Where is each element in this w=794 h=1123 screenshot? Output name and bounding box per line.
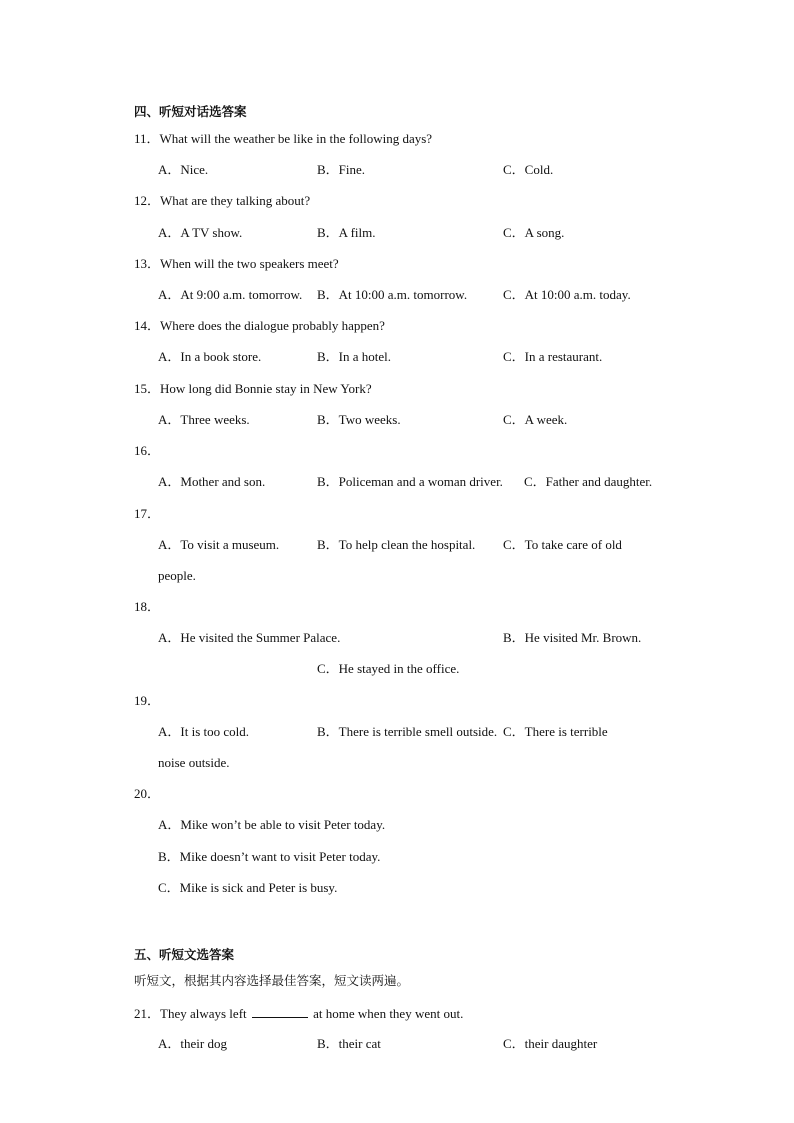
q13-option-a: A．At 9:00 a.m. tomorrow. bbox=[158, 287, 303, 302]
q17-option-c-continued: people. bbox=[158, 568, 196, 583]
question-17: 17． bbox=[134, 506, 161, 521]
question-16: 16． bbox=[134, 443, 161, 458]
q18-option-a: A．He visited the Summer Palace. bbox=[158, 630, 341, 645]
q11-option-c: C．Cold. bbox=[503, 162, 554, 177]
question-21 bbox=[134, 1005, 463, 1022]
q21-text-before: 21．They always left bbox=[134, 1006, 247, 1021]
q19-option-a: A．It is too cold. bbox=[158, 724, 249, 739]
q21-option-a: A．their dog bbox=[158, 1036, 227, 1051]
question-12: 12．What are they talking about? bbox=[134, 193, 311, 208]
q14-option-a: A．In a book store. bbox=[158, 349, 262, 364]
section-4-heading: 四、听短对话选答案 bbox=[134, 104, 247, 119]
q19-option-c: C．There is terrible bbox=[503, 724, 608, 739]
q20-option-c: C．Mike is sick and Peter is busy. bbox=[158, 880, 338, 895]
q19-option-c-continued: noise outside. bbox=[158, 755, 230, 770]
question-13: 13．When will the two speakers meet? bbox=[134, 256, 339, 271]
q13-option-b: B．At 10:00 a.m. tomorrow. bbox=[317, 287, 468, 302]
q18-option-b: B．He visited Mr. Brown. bbox=[503, 630, 642, 645]
q15-option-c: C．A week. bbox=[503, 412, 568, 427]
q17-option-a: A．To visit a museum. bbox=[158, 537, 280, 552]
question-15: 15．How long did Bonnie stay in New York? bbox=[134, 381, 372, 396]
q16-option-a: A．Mother and son. bbox=[158, 474, 266, 489]
q19-option-b: B．There is terrible smell outside. bbox=[317, 724, 498, 739]
q14-option-c: C．In a restaurant. bbox=[503, 349, 603, 364]
section-5-heading: 五、听短文选答案 bbox=[134, 947, 235, 962]
q13-option-c: C．At 10:00 a.m. today. bbox=[503, 287, 631, 302]
question-19: 19． bbox=[134, 693, 161, 708]
q14-option-b: B．In a hotel. bbox=[317, 349, 392, 364]
q11-option-a: A．Nice. bbox=[158, 162, 209, 177]
question-11: 11．What will the weather be like in the following days? bbox=[134, 131, 433, 146]
q21-answer-blank bbox=[252, 1005, 308, 1018]
q21-option-c: C．their daughter bbox=[503, 1036, 598, 1051]
q17-option-b: B．To help clean the hospital. bbox=[317, 537, 476, 552]
q17-option-c: C．To take care of old bbox=[503, 537, 622, 552]
q15-option-a: A．Three weeks. bbox=[158, 412, 250, 427]
q16-option-b: B．Policeman and a woman driver. bbox=[317, 474, 503, 489]
q20-option-b: B．Mike doesn’t want to visit Peter today. bbox=[158, 849, 381, 864]
q21-text-after: at home when they went out. bbox=[313, 1006, 464, 1021]
q12-option-c: C．A song. bbox=[503, 225, 565, 240]
q12-option-a: A．A TV show. bbox=[158, 225, 243, 240]
q18-option-c: C．He stayed in the office. bbox=[317, 661, 460, 676]
question-18: 18． bbox=[134, 599, 161, 614]
q16-option-c: C．Father and daughter. bbox=[524, 474, 653, 489]
q12-option-b: B．A film. bbox=[317, 225, 376, 240]
section-5-instruction: 听短文，根据其内容选择最佳答案，短文读两遍。 bbox=[134, 973, 410, 988]
q15-option-b: B．Two weeks. bbox=[317, 412, 401, 427]
question-20: 20． bbox=[134, 786, 161, 801]
question-14: 14．Where does the dialogue probably happen? bbox=[134, 318, 385, 333]
q21-option-b: B．their cat bbox=[317, 1036, 381, 1051]
q11-option-b: B．Fine. bbox=[317, 162, 366, 177]
q20-option-a: A．Mike won’t be able to visit Peter today. bbox=[158, 817, 386, 832]
